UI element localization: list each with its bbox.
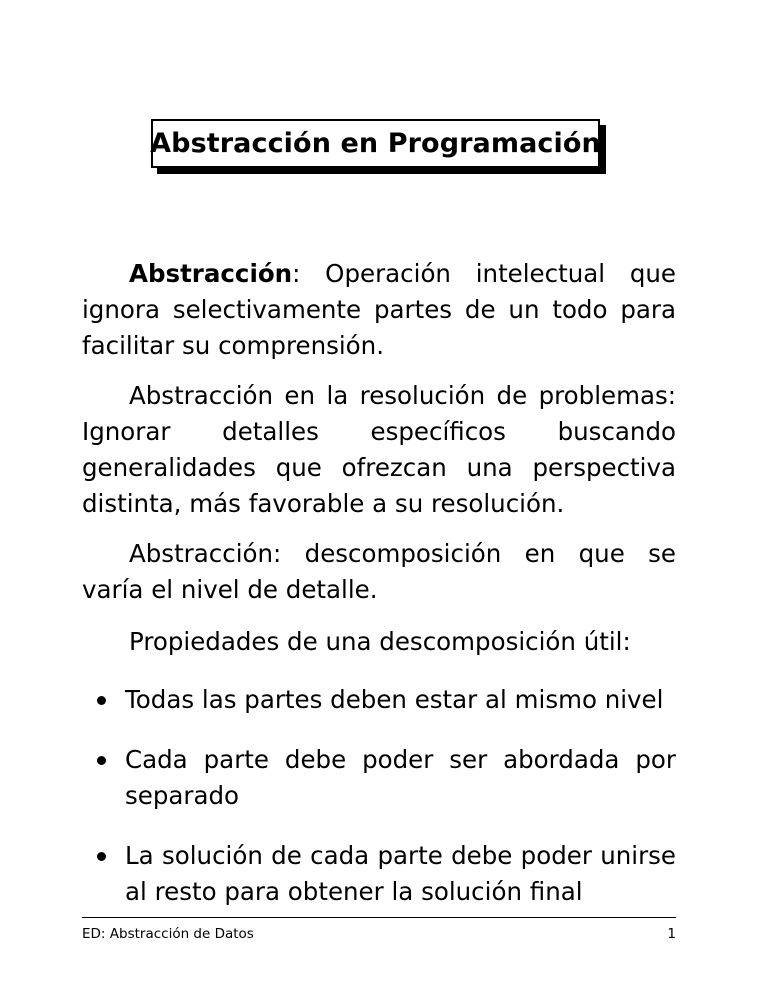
problem-solving-paragraph: Abstracción en la resolución de problemas: Ignorar detalles específicos buscando generalidades que ofrezcan una perspectiva distinta, más favorable a su resolución. bbox=[82, 381, 676, 518]
page-title: Abstracción en Programación bbox=[150, 128, 601, 159]
definition-term: Abstracción bbox=[129, 259, 293, 288]
list-item-text: Todas las partes deben estar al mismo nivel bbox=[125, 685, 664, 714]
bullet-icon bbox=[97, 852, 106, 861]
properties-list bbox=[82, 682, 676, 910]
slide-title-frame bbox=[151, 119, 600, 168]
properties-heading: Propiedades de una descomposición útil: bbox=[129, 627, 631, 656]
bullet-icon bbox=[97, 756, 106, 765]
bullet-icon bbox=[97, 696, 106, 705]
definition-paragraph bbox=[82, 256, 676, 364]
decomposition-paragraph: Abstracción: descomposición en que se varía el nivel de detalle. bbox=[82, 539, 676, 604]
page-number: 1 bbox=[667, 926, 676, 942]
footer-divider bbox=[82, 917, 676, 918]
title-box bbox=[151, 119, 600, 168]
page-footer bbox=[82, 917, 676, 944]
list-item bbox=[82, 682, 676, 718]
footer-row bbox=[82, 924, 676, 944]
definition-text: : Operación intelectual que ignora selectivamente partes de un todo para facilitar su comprensión. bbox=[82, 259, 676, 360]
footer-title: ED: Abstracción de Datos bbox=[82, 926, 254, 942]
slide-body bbox=[82, 256, 676, 924]
list-item-text: Cada parte debe poder ser abordada por separado bbox=[125, 745, 676, 810]
list-item bbox=[82, 838, 676, 910]
list-item-text: La solución de cada parte debe poder unirse al resto para obtener la solución final bbox=[125, 841, 676, 906]
list-item bbox=[82, 742, 676, 814]
